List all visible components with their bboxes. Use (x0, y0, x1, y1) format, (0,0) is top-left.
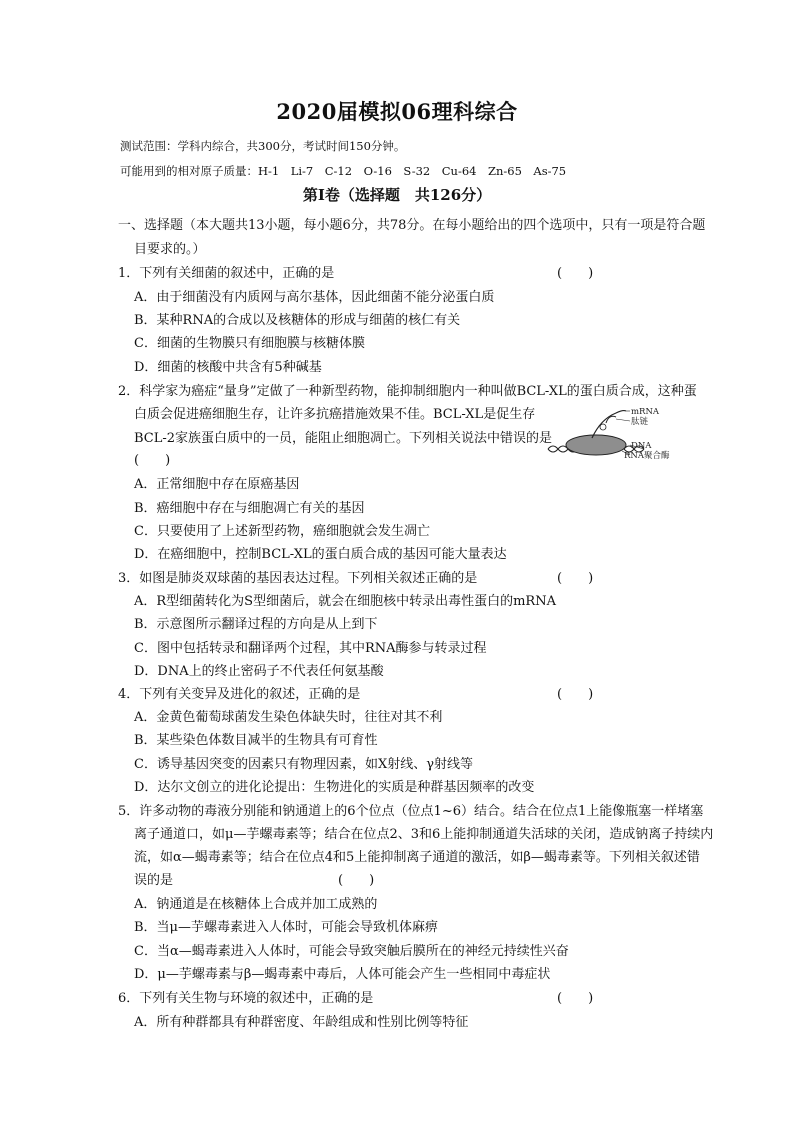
atomic-masses: 可能用到的相对原子质量：H-1 Li-7 C-12 O-16 S-32 Cu-64 Zn-65 As-75 (120, 164, 567, 178)
question-3-option-a: A．R型细菌转化为S型细菌后，就会在细胞核中转录出毒性蛋白的mRNA (134, 594, 556, 609)
section-intro-cont: 目要求的。） (134, 242, 206, 257)
question-2-stem-cont: BCL-2家族蛋白质中的一员，能阻止细胞凋亡。下列相关说法中错误的是 (134, 431, 553, 446)
question-6-option-a: A．所有种群都具有种群密度、年龄组成和性别比例等特征 (134, 1015, 469, 1030)
transcription-diagram (546, 405, 676, 463)
question-3-blank: ( ) (557, 571, 594, 586)
gene-expression-figure (546, 405, 676, 463)
question-4-option-b: B．某些染色体数目减半的生物具有可育性 (134, 733, 378, 748)
question-5-option-a: A．钠通道是在核糖体上合成并加工成熟的 (134, 897, 378, 912)
question-3-option-c: C．图中包括转录和翻译两个过程，其中RNA酶参与转录过程 (134, 641, 487, 656)
section-intro: 一、选择题（本大题共13小题，每小题6分，共78分。在每小题给出的四个选项中，只有一项是符合题 (118, 218, 706, 233)
question-2-option-d: D．在癌细胞中，控制BCL-XL的蛋白质合成的基因可能大量表达 (134, 547, 507, 562)
question-2-option-a: A．正常细胞中存在原癌基因 (134, 477, 300, 492)
question-4-option-c: C．诱导基因突变的因素只有物理因素，如X射线、γ射线等 (134, 757, 473, 772)
question-5-stem: 5．许多动物的毒液分别能和钠通道上的6个位点（位点1~6）结合。结合在位点1上能像瓶塞一样堵塞 (118, 804, 704, 819)
question-1-blank: ( ) (557, 266, 594, 281)
question-5-stem-cont: 流，如α—蝎毒素等；结合在位点4和5上能抑制离子通道的激活，如β—蝎毒素等。下列相关叙述错 (134, 850, 700, 865)
section-title: 第Ⅰ卷（选择题 共126分） (302, 186, 492, 204)
question-3-stem: 3．如图是肺炎双球菌的基因表达过程。下列相关叙述正确的是 (118, 571, 478, 586)
question-1-option-d: D．细菌的核酸中共含有5种碱基 (134, 360, 322, 375)
question-5-blank: ( ) (338, 873, 375, 888)
question-1-option-b: B．某种RNA的合成以及核糖体的形成与细菌的核仁有关 (134, 313, 461, 328)
mrna-strand (592, 411, 626, 438)
question-2-option-c: C．只要使用了上述新型药物，癌细胞就会发生凋亡 (134, 524, 430, 539)
question-1-option-c: C．细菌的生物膜只有细胞膜与核糖体膜 (134, 336, 365, 351)
exam-title: 2020届模拟06理科综合 (276, 99, 518, 124)
question-1-option-a: A．由于细菌没有内质网与高尔基体，因此细菌不能分泌蛋白质 (134, 290, 495, 305)
question-5-stem-cont: 离子通道口，如μ—芋螺毒素等；结合在位点2、3和6上能抑制通道失活球的关闭，造成钠离子持续内 (134, 827, 714, 842)
question-2-option-b: B．癌细胞中存在与细胞凋亡有关的基因 (134, 501, 365, 516)
question-6-stem: 6．下列有关生物与环境的叙述中，正确的是 (118, 991, 374, 1006)
peptide-leader (616, 419, 630, 421)
exam-scope: 测试范围：学科内综合，共300分，考试时间150分钟。 (120, 139, 406, 153)
question-3-option-d: D．DNA上的终止密码子不代表任何氨基酸 (134, 664, 384, 679)
question-2-stem: 2．科学家为癌症“量身”定做了一种新型药物，能抑制细胞内一种叫做BCL-XL的蛋白质合成，这种蛋 (118, 384, 697, 399)
label-rna-polymerase: RNA聚合酶 (624, 451, 670, 461)
question-2-stem-cont: 白质会促进癌细胞生存，让许多抗癌措施效果不佳。BCL-XL是促生存 (134, 407, 536, 422)
question-4-blank: ( ) (557, 687, 594, 702)
question-4-stem: 4．下列有关变异及进化的叙述，正确的是 (118, 687, 361, 702)
question-5-option-d: D．μ—芋螺毒素与β—蝎毒素中毒后，人体可能会产生一些相同中毒症状 (134, 967, 551, 982)
ribosome-shape (600, 424, 606, 430)
label-peptide: 肽链 (631, 417, 649, 427)
question-5-option-b: B．当μ—芋螺毒素进入人体时，可能会导致机体麻痹 (134, 920, 439, 935)
question-6-blank: ( ) (557, 991, 594, 1006)
question-5-stem-cont: 误的是 (134, 873, 174, 888)
question-1-stem: 1．下列有关细菌的叙述中，正确的是 (118, 266, 335, 281)
question-2-blank: ( ) (134, 453, 171, 468)
rna-polymerase-shape (566, 435, 626, 455)
question-4-option-a: A．金黄色葡萄球菌发生染色体缺失时，往往对其不利 (134, 710, 443, 725)
question-4-option-d: D．达尔文创立的进化论提出：生物进化的实质是种群基因频率的改变 (134, 780, 535, 795)
label-mrna: mRNA (631, 407, 660, 417)
question-3-option-b: B．示意图所示翻译过程的方向是从上到下 (134, 617, 378, 632)
question-5-option-c: C．当α—蝎毒素进入人体时，可能会导致突触后膜所在的神经元持续性兴奋 (134, 944, 569, 959)
label-dna: DNA (631, 441, 652, 451)
